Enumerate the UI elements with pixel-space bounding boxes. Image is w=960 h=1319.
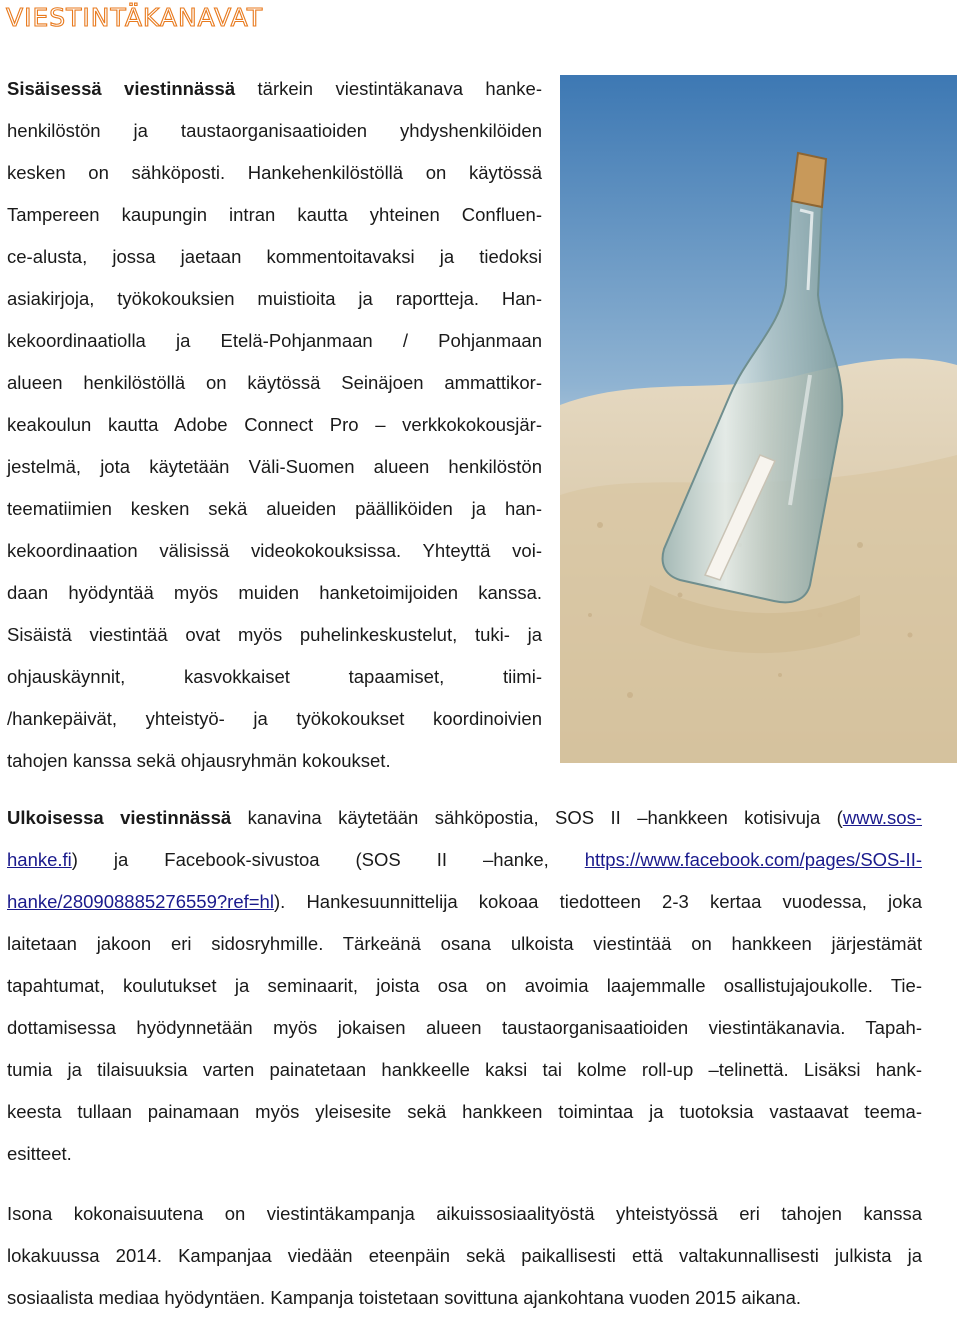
bold-term: Ulkoisessa viestinnässä <box>7 807 232 828</box>
text-run: alueen henkilöstöllä on käytössä Seinäjoen ammattikor- <box>7 372 542 393</box>
text-line <box>7 488 542 530</box>
text-line <box>7 839 922 881</box>
bold-term: Sisäisessä viestinnässä <box>7 78 236 99</box>
text-run: keakoulun kautta Adobe Connect Pro – verkkokokousjär- <box>7 414 542 435</box>
text-run: esitteet. <box>7 1143 72 1164</box>
text-run: kesken on sähköposti. Hankehenkilöstöllä on käytössä <box>7 162 542 183</box>
text-line <box>7 68 542 110</box>
text-run: teematiimien kesken sekä alueiden päälliköiden ja han- <box>7 498 542 519</box>
text-run: tumia ja tilaisuuksia varten painatetaan hankkeelle kaksi tai kolme roll-up –telinettä. Lisäksi hank- <box>7 1059 922 1080</box>
text-run: dottamisessa hyödynnetään myös jokaisen alueen taustaorganisaatioiden viestintäkanavia. Tapah- <box>7 1017 922 1038</box>
page-title: VIESTINTÄKANAVAT <box>6 3 264 32</box>
text-run: Isona kokonaisuutena on viestintäkampanja aikuissosiaalityöstä yhteistyössä eri tahojen kanssa <box>7 1203 922 1224</box>
text-run: Tampereen kaupungin intran kautta yhteinen Confluen- <box>7 204 542 225</box>
text-line <box>7 1193 922 1235</box>
text-line <box>7 923 922 965</box>
text-run: asiakirjoja, työkokouksien muistioita ja raportteja. Han- <box>7 288 542 309</box>
hyperlink[interactable]: https://www.facebook.com/pages/SOS-II- <box>584 849 922 870</box>
text-run: Sisäistä viestintää ovat myös puhelinkeskustelut, tuki- ja <box>7 624 542 645</box>
text-run: keesta tullaan painamaan myös yleisesite sekä hankkeen toimintaa ja tuotoksia vastaavat teema- <box>7 1101 922 1122</box>
text-run: kanavina käytetään sähköpostia, SOS II –hankkeen kotisivuja ( <box>231 807 843 828</box>
text-line <box>7 614 542 656</box>
text-line <box>7 1133 922 1175</box>
text-line <box>7 572 542 614</box>
text-line <box>7 698 542 740</box>
text-run: ) ja Facebook-sivustoa (SOS II –hanke, <box>71 849 585 870</box>
campaign-paragraph <box>7 1193 922 1319</box>
text-line <box>7 881 922 923</box>
text-line <box>7 320 542 362</box>
text-run: sosiaalista mediaa hyödyntäen. Kampanja toistetaan sovittuna ajankohtana vuoden 2015 aikana. <box>7 1287 802 1308</box>
text-run: ohjauskäynnit, kasvokkaiset tapaamiset, tiimi- <box>7 666 542 687</box>
text-run: daan hyödyntää myös muiden hanketoimijoiden kanssa. <box>7 582 542 603</box>
hyperlink[interactable]: hanke/280908885276559?ref=hl <box>7 891 274 912</box>
text-line <box>7 1007 922 1049</box>
text-line <box>7 965 922 1007</box>
text-line <box>7 740 542 782</box>
internal-communication-paragraph <box>7 68 542 782</box>
hyperlink[interactable]: hanke.fi <box>7 849 72 870</box>
external-communication-paragraph <box>7 797 922 1175</box>
hyperlink[interactable]: www.sos- <box>842 807 922 828</box>
text-run: ce-alusta, jossa jaetaan kommentoitavaksi ja tiedoksi <box>7 246 542 267</box>
text-run: tärkein viestintäkanava hanke- <box>235 78 542 99</box>
text-run: tapahtumat, koulutukset ja seminaarit, joista osa on avoimia laajemmalle osallistujajoukolle. Tie- <box>7 975 922 996</box>
text-line <box>7 530 542 572</box>
text-line <box>7 110 542 152</box>
bottle-photo <box>560 75 957 763</box>
text-line <box>7 1091 922 1133</box>
text-run: ). Hankesuunnittelija kokoaa tiedotteen 2-3 kertaa vuodessa, joka <box>273 891 922 912</box>
text-run: laitetaan jakoon eri sidosryhmille. Tärkeänä osana ulkoista viestintää on hankkeen järjestämät <box>7 933 922 954</box>
text-run: /hankepäivät, yhteistyö- ja työkokoukset koordinoivien <box>7 708 542 729</box>
text-line <box>7 1049 922 1091</box>
text-run: lokakuussa 2014. Kampanjaa viedään eteenpäin sekä paikallisesti että valtakunnallisesti julkista ja <box>7 1245 922 1266</box>
text-line <box>7 1277 922 1319</box>
text-line <box>7 194 542 236</box>
text-line <box>7 152 542 194</box>
text-line <box>7 797 922 839</box>
text-line <box>7 446 542 488</box>
text-run: kekoordinaatiolla ja Etelä-Pohjanmaan / Pohjanmaan <box>7 330 542 351</box>
text-run: henkilöstön ja taustaorganisaatioiden yhdyshenkilöiden <box>7 120 542 141</box>
text-run: kekoordinaation välisissä videokokouksissa. Yhteyttä voi- <box>7 540 542 561</box>
text-line <box>7 236 542 278</box>
text-line <box>7 278 542 320</box>
text-line <box>7 1235 922 1277</box>
text-line <box>7 404 542 446</box>
text-line <box>7 656 542 698</box>
text-run: jestelmä, jota käytetään Väli-Suomen alueen henkilöstön <box>7 456 542 477</box>
text-run: tahojen kanssa sekä ohjausryhmän kokoukset. <box>7 750 391 771</box>
text-line <box>7 362 542 404</box>
